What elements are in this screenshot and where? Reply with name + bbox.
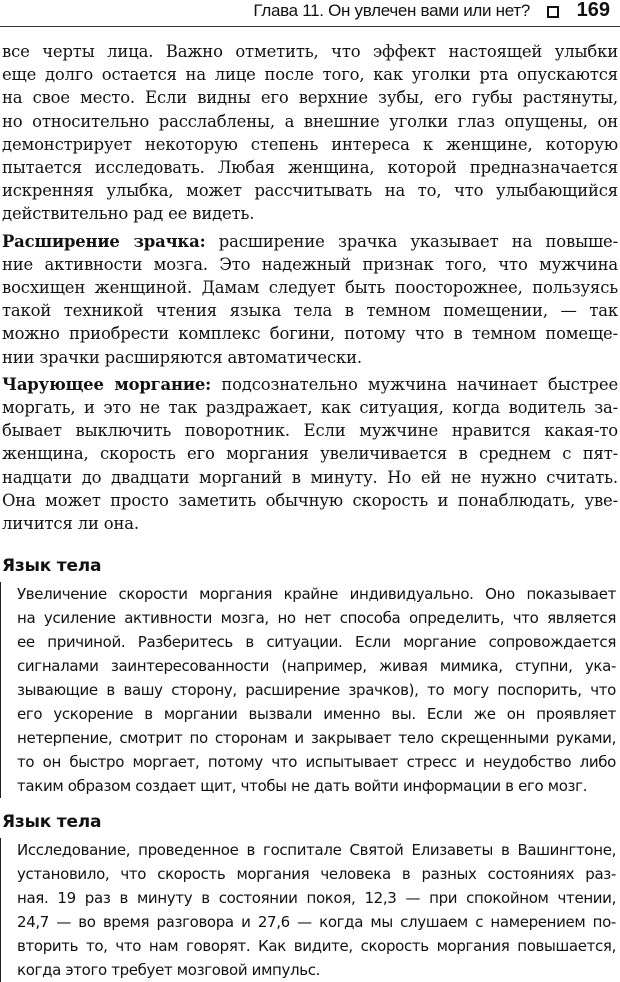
text-line: искренняя улыбка, может рассчитывать на то, что улыбающийся: [2, 181, 618, 201]
chapter-title: Глава 11. Он увлечен вами или нет?: [253, 1, 530, 20]
sidebar-heading: Язык тела: [2, 812, 102, 832]
text-line: на свое место. Если видны его верхние зубы, его губы растянуты,: [2, 88, 618, 108]
text-segment: подсознательно мужчина начинает быстрее: [221, 374, 619, 394]
sidebar-line: 24,7 — во время разговора и 27,6 — когда мы слушаем с намерением по-: [17, 913, 616, 931]
sidebar-line: нетерпение, смотрит по сторонам и закрывает тело скрещенными руками,: [17, 729, 616, 747]
text-line: еще долго остается на лице после того, как уголки рта опускаются: [2, 65, 618, 85]
text-line: восхищен женщиной. Дамам следует быть поосторожнее, пользуясь: [2, 278, 618, 298]
text-line: нии зрачки расширяются автоматически.: [2, 347, 362, 367]
sidebar-line: зывающие в вашу сторону, расширение зрачков), то могу поспорить, что: [17, 681, 616, 699]
term-label: Расширение зрачка:: [2, 231, 206, 251]
running-header: [0, 0, 620, 27]
sidebar-box: [0, 582, 620, 798]
text-line: женщина, скорость его моргания увеличивается в среднем с пят-: [2, 444, 618, 464]
sidebar-line: сигналами заинтересованности (например, живая мимика, ступни, ука-: [17, 657, 616, 675]
sidebar-line: ная. 19 раз в минуту в состоянии покоя, 12,3 — при спокойном чтении,: [17, 889, 616, 907]
text-line: Она может просто заметить обычную скорость и понаблюдать, уве-: [2, 490, 618, 510]
text-line: но относительно расслаблены, а внешние уголки глаз опущены, он: [2, 111, 618, 131]
main-text: [2, 40, 618, 535]
sidebar-line: установило, что скорость моргания человека в разных состояниях раз-: [17, 865, 616, 883]
sidebar-line: вторить то, что нам говорят. Как видите, скорость моргания повышается,: [17, 937, 616, 955]
text-line: моргать, и это не так раздражает, как ситуация, когда водитель за-: [2, 398, 618, 418]
sidebar-heading: Язык тела: [2, 556, 102, 576]
paragraph: [2, 373, 618, 535]
text-line: можно приобрести комплекс богини, потому что в темном помеще-: [2, 324, 618, 344]
text-segment: расширение зрачка указывает на повыше-: [218, 231, 618, 251]
text-line: личится ли она.: [2, 514, 139, 534]
text-line: все черты лица. Важно отметить, что эффект настоящей улыбки: [2, 42, 618, 61]
term-label: Чарующее моргание:: [2, 374, 212, 394]
sidebar-line: таким образом создает щит, чтобы не дать войти информации в его мозг.: [17, 777, 588, 795]
paragraph: [2, 40, 618, 226]
sidebar-line: Исследование, проведенное в госпитале Святой Елизаветы в Вашингтоне,: [17, 841, 616, 859]
sidebar-line: Увеличение скорости моргания крайне индивидуально. Оно показывает: [17, 585, 616, 603]
sidebar-line: его ускорение в моргании вызвали именно вы. Если же он проявляет: [17, 705, 616, 723]
sidebar-line: на усиление активности мозга, но нет способа определить, что является: [17, 609, 616, 627]
text-line: ние активности мозга. Это надежный признак того, что мужчина: [2, 254, 618, 274]
text-line: пытается исследовать. Любая женщина, которой предназначается: [2, 158, 618, 178]
text-line: действительно рад ее видеть.: [2, 204, 255, 224]
sidebar-line: когда этого требует мозговой импульс.: [17, 961, 321, 979]
page-number: 169: [576, 0, 610, 21]
paragraph: [2, 230, 618, 369]
square-bullet-icon: [547, 6, 559, 18]
text-line: такой техникой чтения языка тела в темном помещении, — так: [2, 301, 618, 321]
text-line: демонстрирует некоторую степень интереса к женщине, которую: [2, 134, 618, 154]
text-line: [2, 373, 618, 396]
sidebar-box: [0, 838, 620, 982]
sidebar-line: то он быстро моргает, потому что испытывает стресс и неудобство либо: [17, 753, 616, 771]
text-line: бывает выключить поворотник. Если мужчине нравится какая-то: [2, 421, 618, 441]
sidebar-line: ее причиной. Разберитесь в ситуации. Если моргание сопровождается: [17, 633, 616, 651]
text-line: [2, 230, 618, 253]
text-line: надцати до двадцати морганий в минуту. Но ей не нужно считать.: [2, 467, 618, 487]
